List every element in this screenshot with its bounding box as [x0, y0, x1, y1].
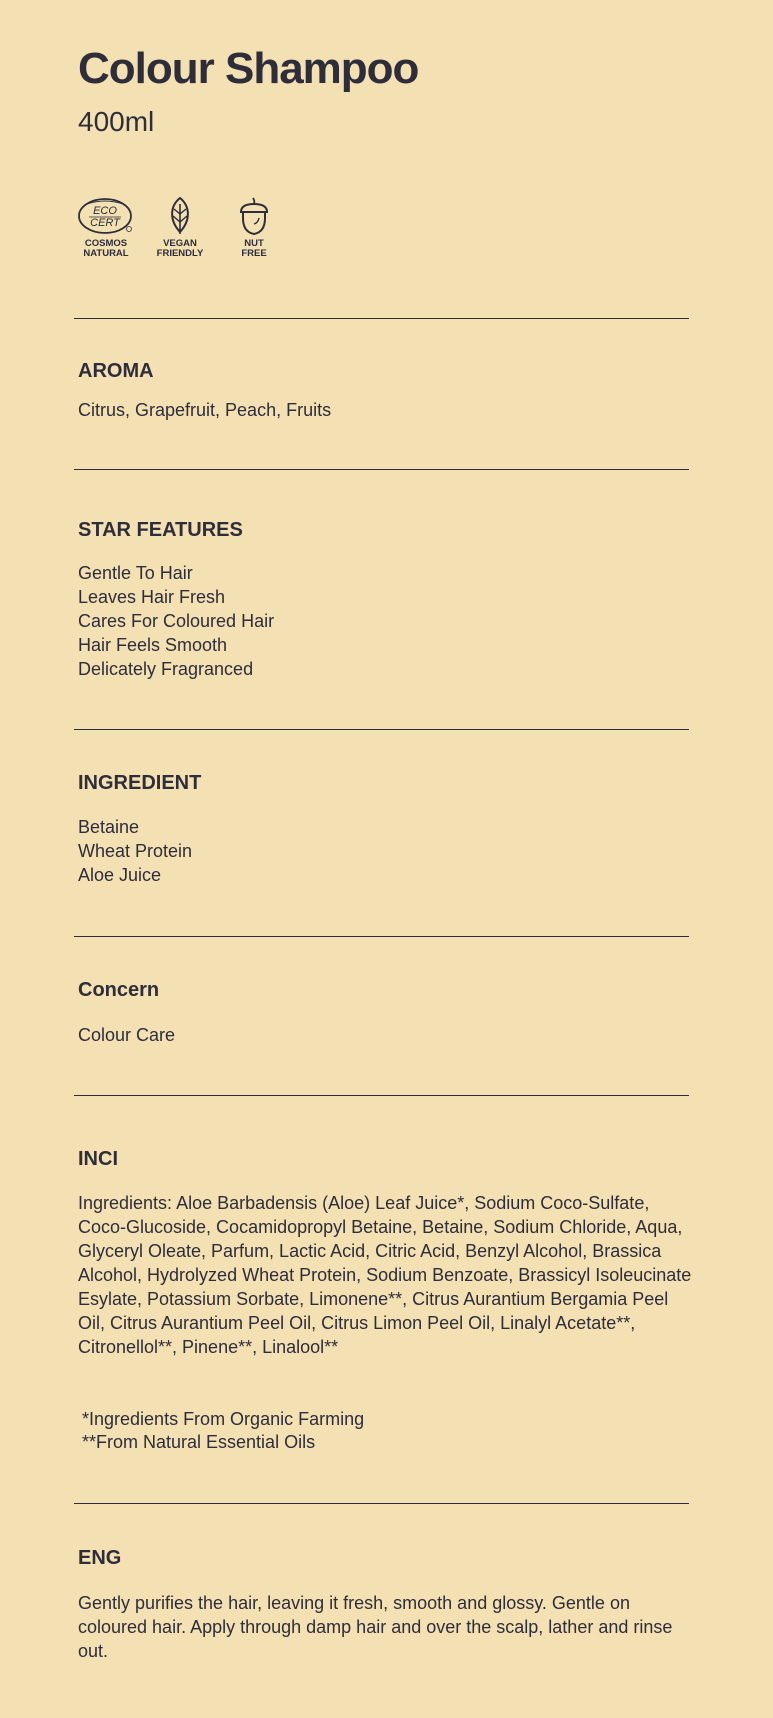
aroma-heading: AROMA: [78, 360, 154, 382]
list-item: Delicately Fragranced: [78, 659, 254, 679]
list-item: *Ingredients From Organic Farming: [82, 1409, 365, 1429]
badge-label-vegan: VEGAN FRIENDLY: [156, 238, 204, 259]
divider: [74, 318, 689, 319]
inci-notes: [82, 1408, 364, 1454]
eng-text: Gently purifies the hair, leaving it fresh, smooth and glossy. Gentle on coloured hair. Apply through damp hair and over the scalp, lather and rinse out.: [78, 1593, 673, 1661]
list-item: Gentle To Hair: [78, 563, 193, 583]
badge-cosmos-natural: [76, 196, 136, 259]
list-item: Cares For Coloured Hair: [78, 611, 275, 631]
ingredient-heading: INGREDIENT: [78, 772, 202, 794]
svg-text:CERT: CERT: [90, 217, 120, 229]
badge-label-nut-free: NUT FREE: [241, 238, 267, 259]
divider: [74, 729, 689, 730]
badge-vegan-friendly: [150, 196, 210, 259]
certification-badges: [76, 196, 284, 259]
list-item: Wheat Protein: [78, 841, 193, 861]
divider: [74, 1503, 689, 1504]
ecocert-icon: [77, 196, 135, 236]
divider: [74, 936, 689, 937]
ingredient-list: [78, 815, 192, 887]
list-item: Betaine: [78, 817, 140, 837]
concern-text: Colour Care: [78, 1025, 176, 1045]
ecocert-logo-text: ECO: [93, 205, 117, 217]
product-title: Colour Shampoo: [78, 44, 419, 93]
star-features-list: [78, 561, 274, 681]
inci-heading: INCI: [78, 1148, 118, 1170]
leaf-icon: [160, 196, 200, 236]
list-item: Aloe Juice: [78, 865, 162, 885]
star-features-heading: STAR FEATURES: [78, 519, 243, 541]
inci-text: Ingredients: Aloe Barbadensis (Aloe) Leaf Juice*, Sodium Coco-Sulfate, Coco-Glucoside, Cocamidopropyl Betaine, Betaine, Sodium Chloride, Aqua, Glyceryl Oleate, Parfum, Lactic Acid, Citric Acid, Benzyl Alcohol, Brassica Alcohol, Hydrolyzed Wheat Protein, Sodium Benzoate, Brassicyl Isoleucinate Esylate, Potassium Sorbate, Limonene**, Citrus Aurantium Bergamia Peel Oil, Citrus Aurantium Peel Oil, Citrus Limon Peel Oil, Linalyl Acetate**, Citronellol**, Pinene**, Linalool**: [78, 1193, 692, 1357]
list-item: Leaves Hair Fresh: [78, 587, 226, 607]
concern-heading: Concern: [78, 979, 160, 1001]
acorn-icon: [234, 196, 274, 236]
badge-label-cosmos: COSMOS NATURAL: [83, 238, 129, 259]
divider: [74, 469, 689, 470]
list-item: Hair Feels Smooth: [78, 635, 228, 655]
product-volume: 400ml: [78, 106, 155, 137]
aroma-text: Citrus, Grapefruit, Peach, Fruits: [78, 400, 332, 420]
list-item: **From Natural Essential Oils: [82, 1432, 316, 1452]
badge-nut-free: [224, 196, 284, 259]
divider: [74, 1095, 689, 1096]
eng-heading: ENG: [78, 1547, 122, 1569]
